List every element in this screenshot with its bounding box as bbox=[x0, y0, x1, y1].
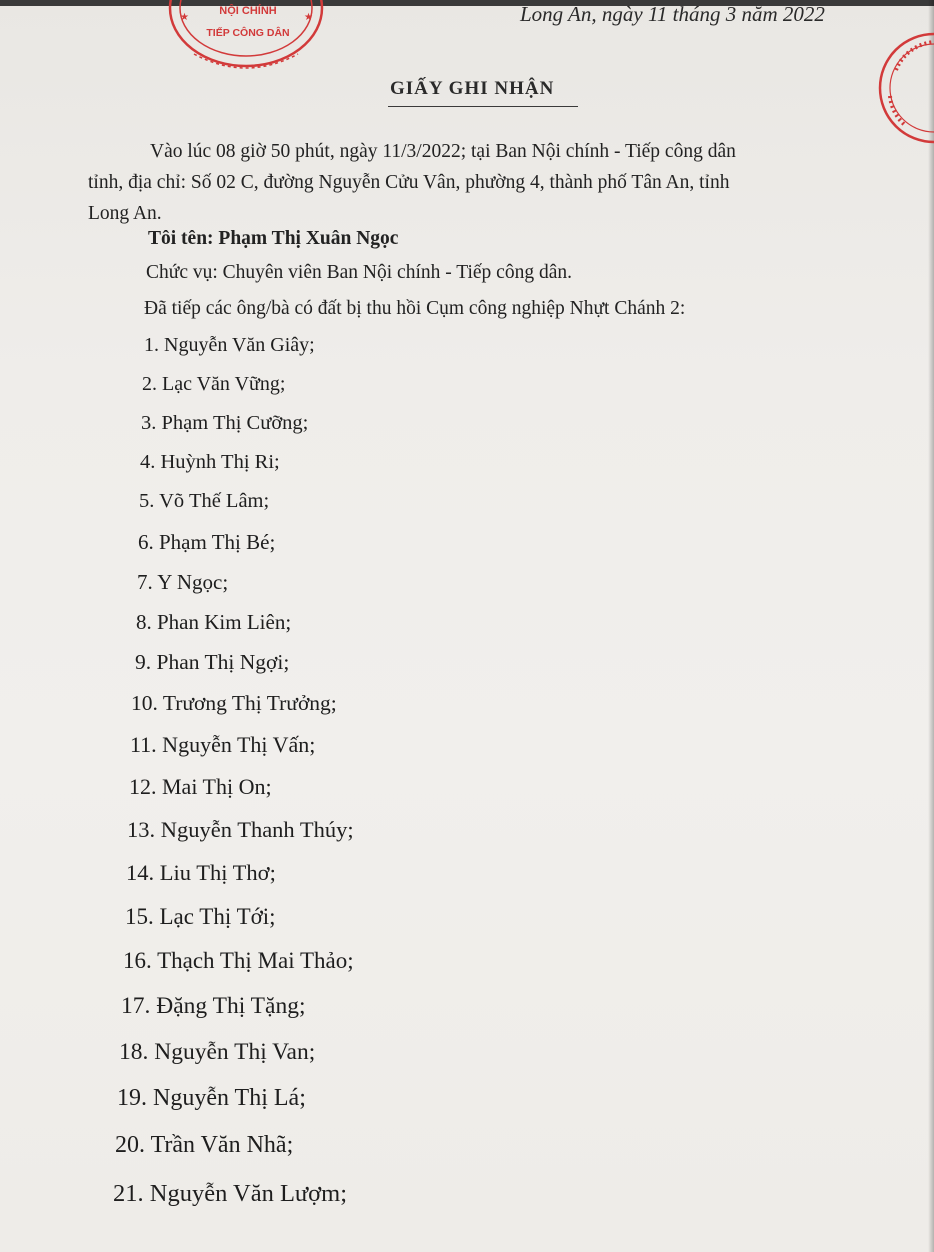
list-item: 18. Nguyễn Thị Van; bbox=[119, 1039, 316, 1065]
list-item: 10. Trương Thị Trưởng; bbox=[131, 691, 337, 715]
list-item: 17. Đặng Thị Tặng; bbox=[121, 993, 306, 1019]
list-item: 3. Phạm Thị Cưỡng; bbox=[141, 412, 309, 434]
list-item: 5. Võ Thế Lâm; bbox=[139, 490, 270, 512]
list-item: 12. Mai Thị On; bbox=[129, 774, 272, 799]
list-item: 1. Nguyễn Văn Giây; bbox=[144, 334, 315, 356]
intro-line-3: Long An. bbox=[88, 203, 162, 224]
list-item: 19. Nguyễn Thị Lá; bbox=[117, 1085, 306, 1111]
document-title: GIẤY GHI NHẬN bbox=[390, 78, 555, 99]
list-item: 9. Phan Thị Ngợi; bbox=[135, 650, 290, 674]
list-item: 11. Nguyễn Thị Vấn; bbox=[130, 732, 316, 757]
officer-name: Tôi tên: Phạm Thị Xuân Ngọc bbox=[148, 228, 399, 249]
stamp-left-line2: TIẾP CÔNG DÂN bbox=[206, 27, 290, 39]
intro-line-2: tỉnh, địa chỉ: Số 02 C, đường Nguyễn Cửu Vân, phường 4, thành phố Tân An, tỉnh bbox=[88, 172, 730, 193]
svg-text:★: ★ bbox=[304, 12, 313, 23]
list-item: 21. Nguyễn Văn Lượm; bbox=[113, 1180, 348, 1207]
list-item: 4. Huỳnh Thị Ri; bbox=[140, 451, 280, 473]
document-date-line: Long An, ngày 11 tháng 3 năm 2022 bbox=[520, 2, 825, 26]
list-item: 14. Liu Thị Thơ; bbox=[126, 860, 276, 885]
officer-role: Chức vụ: Chuyên viên Ban Nội chính - Tiếp công dân. bbox=[146, 262, 572, 283]
list-item: 13. Nguyễn Thanh Thúy; bbox=[127, 817, 354, 842]
list-item: 8. Phan Kim Liên; bbox=[136, 610, 292, 634]
list-item: 2. Lạc Văn Vững; bbox=[142, 373, 286, 395]
list-item: 7. Y Ngọc; bbox=[137, 570, 229, 594]
list-item: 16. Thạch Thị Mai Thảo; bbox=[123, 948, 354, 973]
list-item: 6. Phạm Thị Bé; bbox=[138, 530, 276, 554]
stamp-left-line1: NỘI CHÍNH bbox=[219, 5, 277, 17]
intro-line-1: Vào lúc 08 giờ 50 phút, ngày 11/3/2022; tại Ban Nội chính - Tiếp công dân bbox=[150, 141, 736, 162]
received-statement: Đã tiếp các ông/bà có đất bị thu hồi Cụm công nghiệp Nhựt Chánh 2: bbox=[144, 298, 686, 319]
list-item: 15. Lạc Thị Tới; bbox=[125, 904, 276, 929]
svg-text:★: ★ bbox=[180, 12, 189, 23]
list-item: 20. Trần Văn Nhã; bbox=[115, 1132, 294, 1158]
